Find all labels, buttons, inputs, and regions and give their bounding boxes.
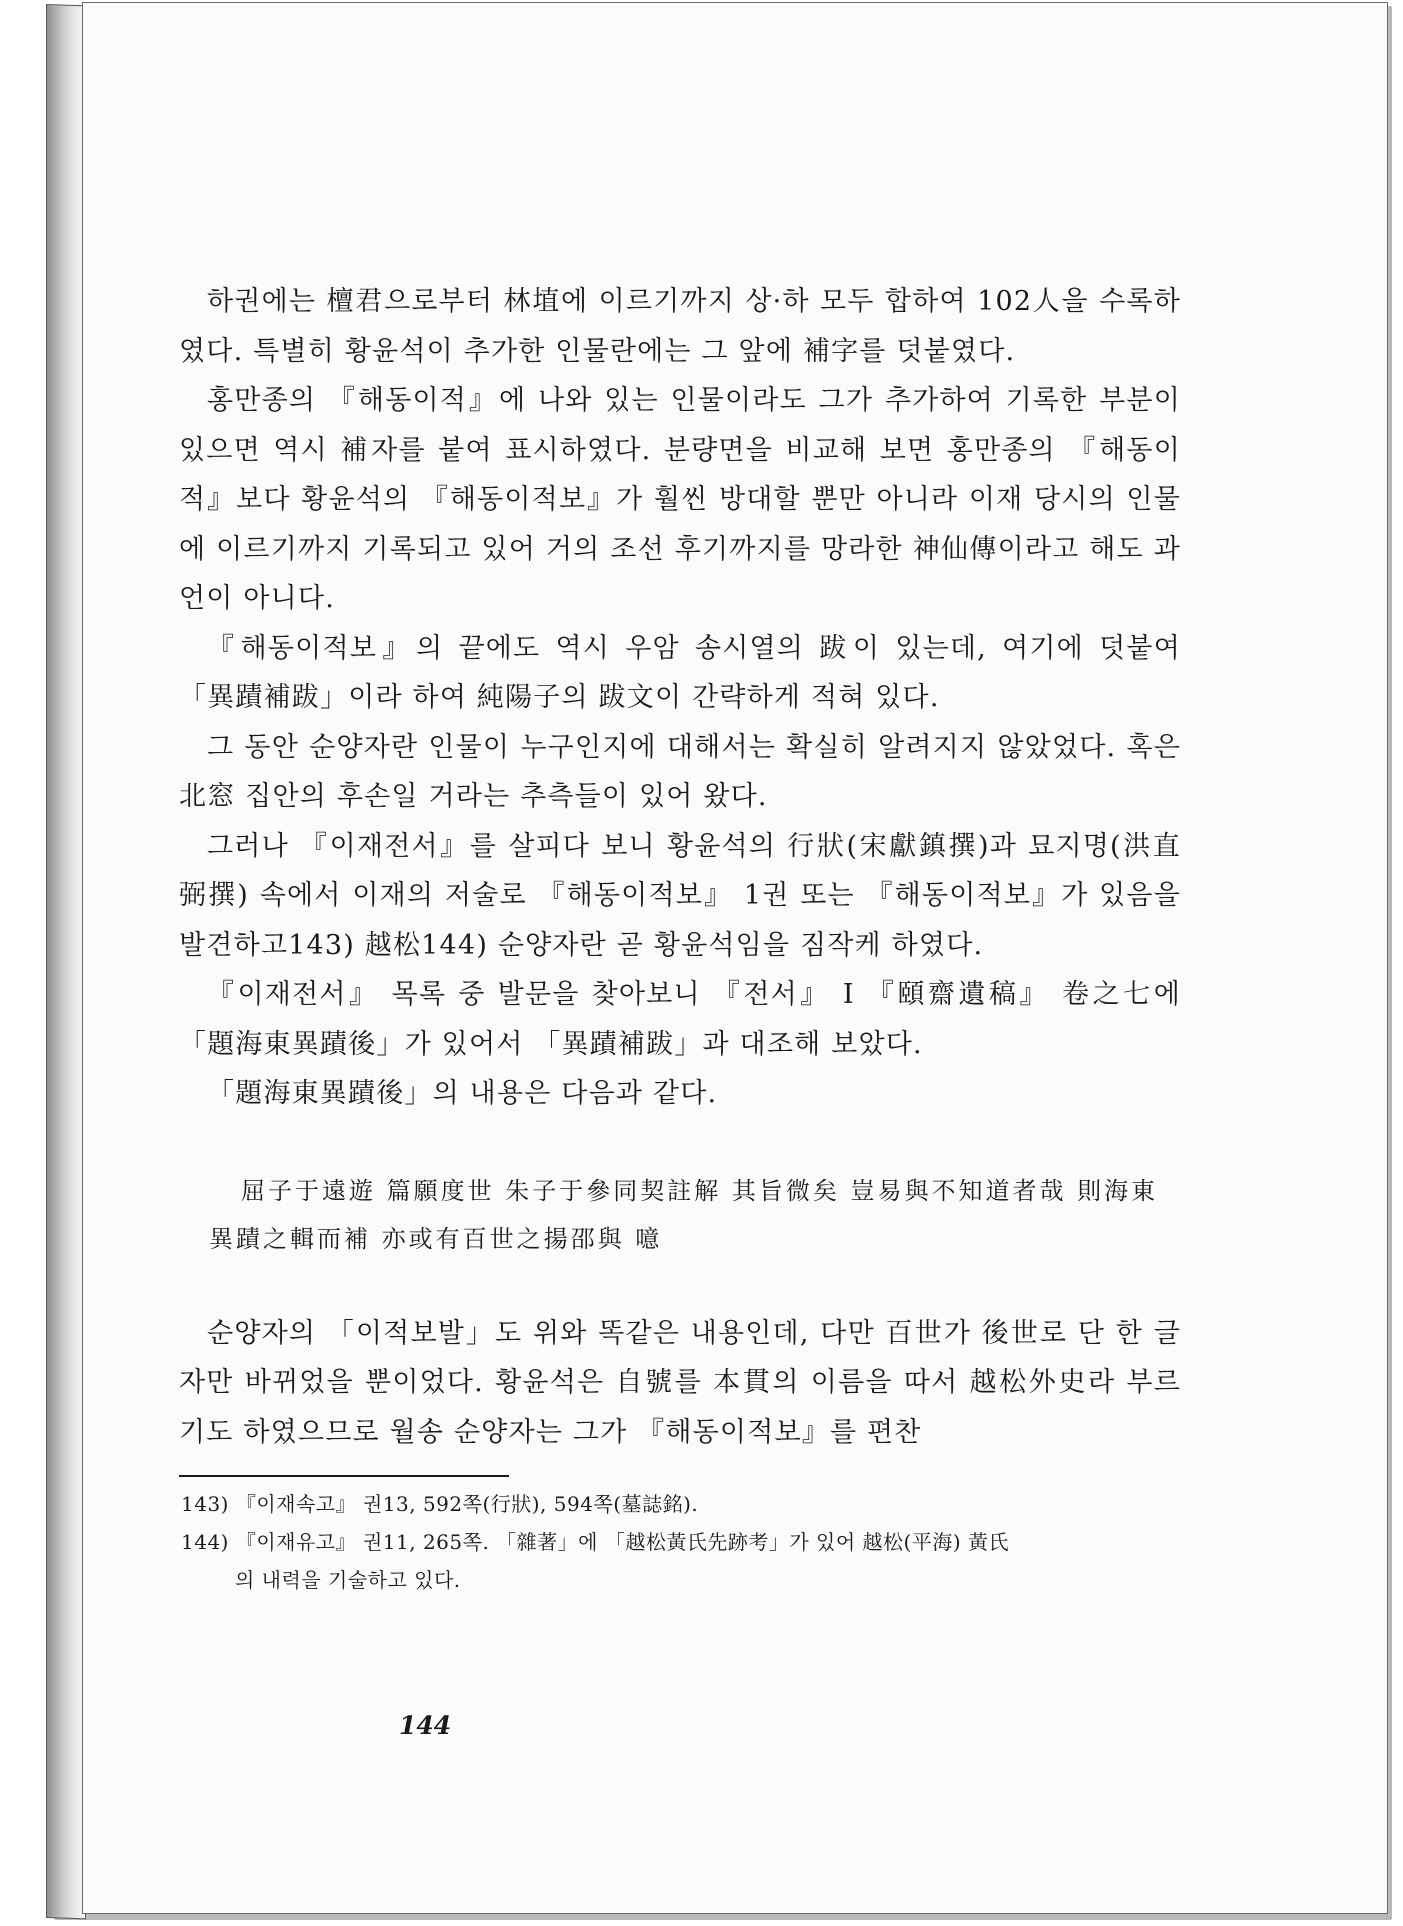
closing-paragraph: 순양자의 「이적보발」도 위와 똑같은 내용인데, 다만 百世가 後世로 단 한 글자만 바뀌었을 뿐이었다. 황윤석은 自號를 本貫의 이름을 따서 越松外史라 부르기도 하였으므로 월송 순양자는 그가 『해동이적보』를 편찬 — [179, 1317, 1181, 1448]
paragraph-5: 그러나 『이재전서』를 살피다 보니 황윤석의 行狀(宋獻鎮撰)과 묘지명(洪直弼撰) 속에서 이재의 저술로 『해동이적보』 1권 또는 『해동이적보』가 있음을 발견하고143) 越松144) 순양자란 곧 황윤석임을 짐작케 하였다. — [179, 830, 1181, 961]
footnote-144: 144) 『이재유고』 권11, 265쪽. 「雜著」에 「越松黃氏先跡考」가 있어 越松(平海) 黃氏 — [181, 1530, 1009, 1554]
paragraph-1: 하권에는 檀君으로부터 林埴에 이르기까지 상·하 모두 합하여 102人을 수록하였다. 특별히 황윤석이 추가한 인물란에는 그 앞에 補字를 덧붙였다. — [179, 286, 1181, 367]
footnote-144-continued: 의 내력을 기술하고 있다. — [235, 1568, 461, 1592]
page-text-block — [179, 277, 1181, 1599]
paragraph-2: 홍만종의 『해동이적』에 나와 있는 인물이라도 그가 추가하여 기록한 부분이 있으면 역시 補자를 붙여 표시하였다. 분량면을 비교해 보면 홍만종의 『해동이적』보다 황윤석의 『해동이적보』가 훨씬 방대할 뿐만 아니라 이재 당시의 인물에 이르기까지 기록되고 있어 거의 조선 후기까지를 망라한 神仙傳이라고 해도 과언이 아니다. — [179, 385, 1181, 614]
paragraph-6: 『이재전서』 목록 중 발문을 찾아보니 『전서』 I 『頤齋遺稿』 卷之七에 「題海東異蹟後」가 있어서 「異蹟補跋」과 대조해 보았다. — [179, 979, 1181, 1060]
paragraph-4: 그 동안 순양자란 인물이 누구인지에 대해서는 확실히 알려지지 않았었다. 혹은 北窓 집안의 후손일 거라는 추측들이 있어 왔다. — [179, 731, 1181, 812]
paragraph-3: 『해동이적보』의 끝에도 역시 우암 송시열의 跋이 있는데, 여기에 덧붙여 「異蹟補跋」이라 하여 純陽子의 跋文이 간략하게 적혀 있다. — [179, 632, 1181, 713]
footnote-143: 143) 『이재속고』 권13, 592쪽(行狀), 594쪽(墓誌銘). — [181, 1492, 699, 1516]
block-quote: 屈子于遠遊 篇願度世 朱子于參同契註解 其旨微矣 豈易與不知道者哉 則海東異蹟之輯而補 亦或有百世之揚邵與 噫 — [209, 1176, 1159, 1253]
book-page — [82, 2, 1388, 1914]
paragraph-7: 「題海東異蹟後」의 내용은 다음과 같다. — [207, 1078, 718, 1109]
book-spine — [46, 4, 86, 1919]
page-number: 144 — [399, 1711, 452, 1740]
footnote-divider — [179, 1475, 509, 1477]
